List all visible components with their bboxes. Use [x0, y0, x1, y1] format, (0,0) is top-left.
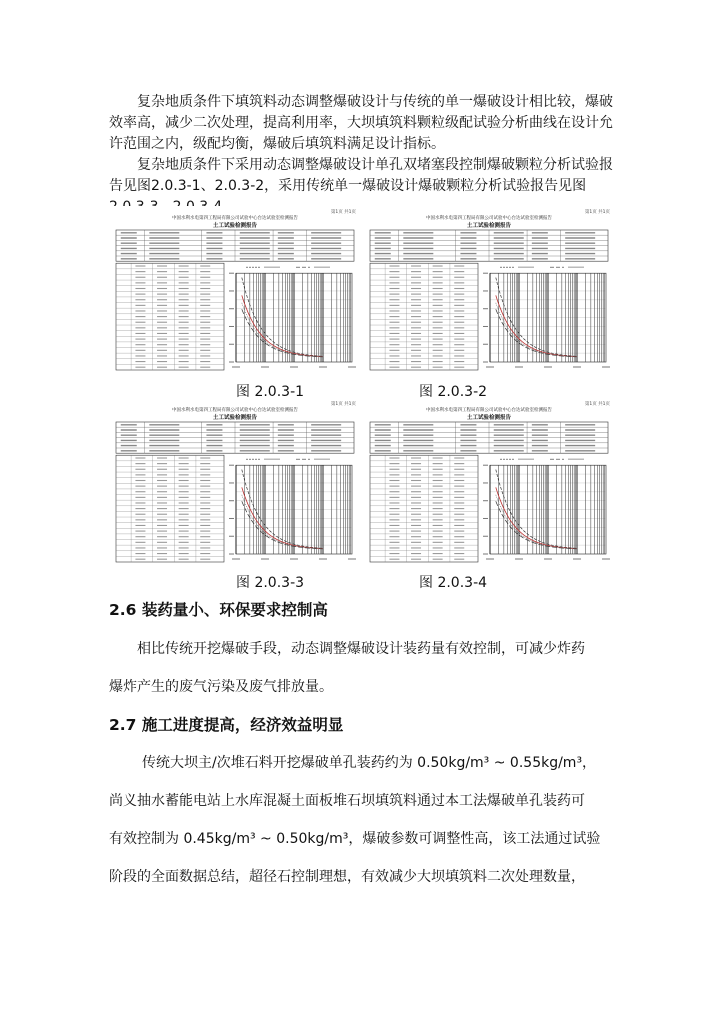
report-organization: 中国水利水电第四工程局有限公司试验中心台达试验室检测报告	[426, 216, 552, 221]
section-2-6-line-2: 爆炸产生的废气污染及废气排放量。	[109, 679, 333, 695]
report-page-number: 第1页 共1页	[330, 402, 356, 407]
section-2-7-line-3: 有效控制为 0.45kg/m³ ~ 0.50kg/m³，爆破参数可调整性高，该工法通过试验	[109, 831, 601, 847]
report-title: 土工试验检测报告	[212, 415, 258, 421]
figure-caption-4: 图 2.0.3-4	[419, 575, 488, 591]
report-page-number: 第1页 共1页	[584, 402, 610, 407]
report-organization: 中国水利水电第四工程局有限公司试验中心台达试验室检测报告	[426, 408, 552, 413]
report-page-number: 第1页 共1页	[330, 210, 356, 215]
figure-2-0-3-1	[110, 206, 360, 376]
report-title: 土工试验检测报告	[212, 223, 258, 229]
intro-paragraph-1-text: 复杂地质条件下填筑料动态调整爆破设计与传统的单一爆破设计相比较，爆破效率高，减少二次处理，提高利用率，大坝填筑料颗粒级配试验分析曲线在设计允许范围之内，级配均衡，爆破后填筑料满足设计指标。	[109, 94, 613, 152]
figure-2-0-3-4	[364, 398, 614, 568]
section-2-7-line-4: 阶段的全面数据总结，超径石控制理想，有效减少大坝填筑料二次处理数量，	[109, 869, 585, 885]
test-report-thumbnail	[364, 206, 614, 376]
figure-caption-3: 图 2.0.3-3	[236, 575, 305, 591]
report-organization: 中国水利水电第四工程局有限公司试验中心台达试验室检测报告	[172, 408, 298, 413]
test-report-thumbnail	[364, 398, 614, 568]
section-2-7-heading: 2.7 施工进度提高，经济效益明显	[109, 716, 344, 734]
intro-paragraph-1	[109, 92, 615, 155]
report-title: 土工试验检测报告	[466, 415, 512, 421]
test-report-thumbnail	[110, 206, 360, 376]
section-2-6-heading: 2.6 装药量小、环保要求控制高	[109, 601, 328, 619]
figure-2-0-3-2	[364, 206, 614, 376]
section-2-7-line-2: 尚义抽水蓄能电站上水库混凝土面板堆石坝填筑料通过本工法爆破单孔装药可	[109, 793, 585, 809]
section-2-6-line-1: 相比传统开挖爆破手段，动态调整爆破设计装药量有效控制，可减少炸药	[137, 641, 585, 657]
section-2-7-line-1: 传统大坝主/次堆石料开挖爆破单孔装药约为 0.50kg/m³ ~ 0.55kg/m³，	[142, 755, 597, 771]
figure-caption-2: 图 2.0.3-2	[419, 384, 488, 400]
test-report-thumbnail	[110, 398, 360, 568]
intro-paragraph-2-text: 复杂地质条件下采用动态调整爆破设计单孔双堵塞段控制爆破颗粒分析试验报告见图2.0.3-1、2.0.3-2，采用传统单一爆破设计爆破颗粒分析试验报告见图	[109, 157, 613, 194]
report-title: 土工试验检测报告	[466, 223, 512, 229]
figure-caption-1: 图 2.0.3-1	[236, 384, 305, 400]
report-organization: 中国水利水电第四工程局有限公司试验中心台达试验室检测报告	[172, 216, 298, 221]
figure-2-0-3-3	[110, 398, 360, 568]
report-page-number: 第1页 共1页	[584, 210, 610, 215]
